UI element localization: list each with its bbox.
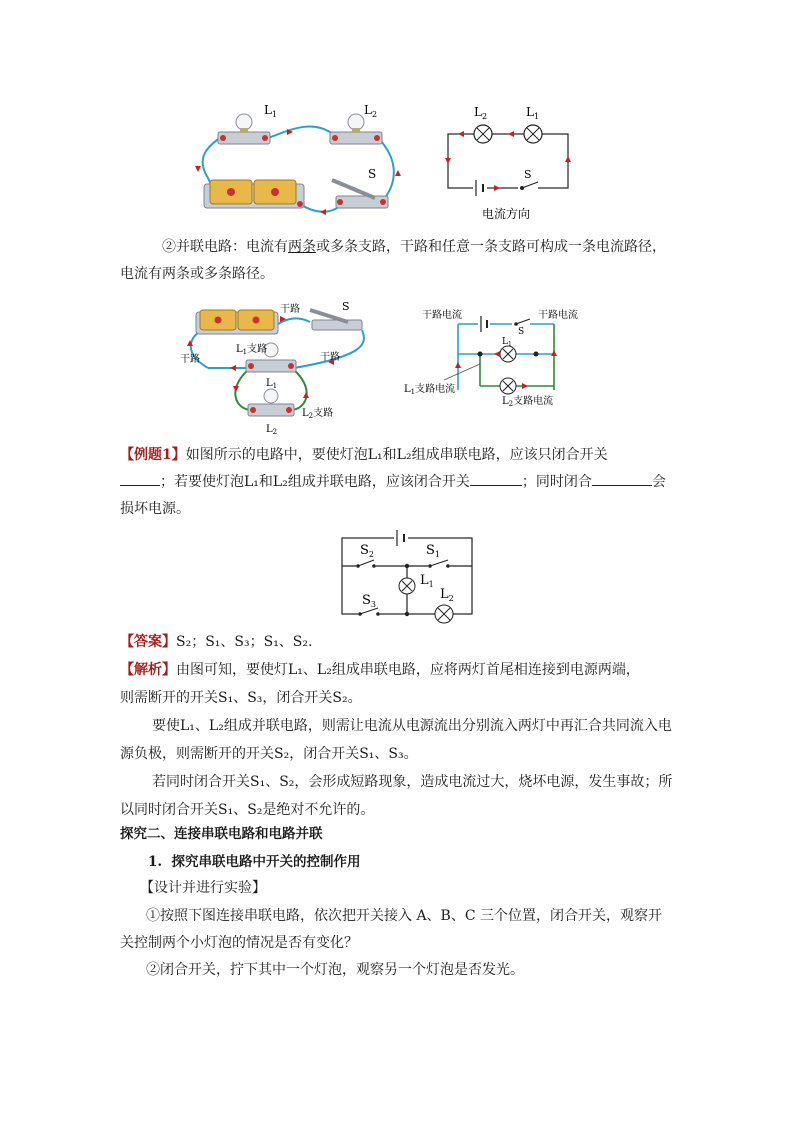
example-circuit-diagram	[334, 528, 479, 628]
svg-text:干路: 干路	[320, 352, 340, 363]
answer-blank-2[interactable]	[470, 469, 522, 486]
svg-text:S2: $S_2$	[360, 543, 374, 559]
circuit-loop	[448, 134, 568, 188]
parallel-circuit-schematic	[404, 300, 594, 418]
svg-text:L2支路电流: $L_2$支路电流	[502, 396, 554, 408]
svg-text:L1: $L_1$	[502, 337, 512, 348]
svg-text:S: S	[524, 168, 532, 181]
answer-tag: 【答案】	[120, 634, 176, 650]
example-line2: ；若要使灯泡L₁和L₂组成并联电路，应该闭合开关 ；同时闭合 会	[120, 468, 666, 496]
section-heading: 探究二、连接串联电路和电路并联	[120, 826, 323, 842]
analysis-line4: 源负极，则需断开的开关S₂，闭合开关S₁、S₃。	[120, 746, 418, 762]
answer-blank-1[interactable]	[120, 469, 160, 486]
figure-caption: 电流方向	[482, 207, 531, 221]
label-l2: L	[364, 103, 372, 117]
bulb-icon	[348, 114, 364, 130]
svg-text:L1: $L_1$	[526, 105, 540, 121]
wire	[300, 204, 340, 212]
switch-base	[312, 320, 362, 330]
paragraph-parallel-line2: 电流有两条或多条路径。	[120, 266, 274, 282]
example-tag: 【例题1】	[120, 447, 186, 463]
analysis-line2: 则需断开的开关S₁、S₃，闭合开关S₂。	[120, 690, 362, 706]
paragraph-parallel-line1: ②并联电路：电流有两条或多条支路，干路和任意一条支路可构成一条电流路径，	[162, 239, 666, 255]
analysis-line1: 【解析】由图可知，要使灯L₁、L₂组成串联电路，应将两灯首尾相连接到电源两端，	[120, 662, 640, 678]
switch-lever	[332, 180, 375, 198]
analysis-line5: 若同时闭合开关S₁、S₂，会形成短路现象，造成电流过大，烧坏电源，发生事故；所	[152, 774, 673, 790]
svg-text:S: S	[342, 300, 350, 313]
svg-text:S: S	[518, 327, 525, 337]
series-circuit-photo	[190, 100, 405, 220]
bulb-icon	[236, 114, 252, 130]
analysis-line3: 要使L₁、L₂组成并联电路，则需让电流从电源流出分别流入两灯中再汇合共同流入电	[152, 718, 672, 734]
svg-text:S1: $S_1$	[426, 543, 440, 559]
design-label: 【设计并进行实验】	[140, 880, 266, 896]
svg-text:L1: $L_1$	[266, 378, 278, 390]
svg-text:干路电流: 干路电流	[422, 310, 462, 321]
label-s: S	[368, 167, 377, 181]
svg-text:L1: $L_1$	[264, 103, 278, 119]
svg-text:干路电流: 干路电流	[538, 310, 578, 321]
current-arrow	[565, 156, 571, 162]
label-l1: L	[264, 103, 272, 117]
wire	[378, 138, 394, 204]
branch-wire	[235, 370, 250, 410]
svg-text:L2: $L_2$	[474, 105, 488, 121]
svg-text:干路: 干路	[180, 354, 200, 365]
step1-line1: ①按照下图连接串联电路，依次把开关接入 A、B、C 三个位置，闭合开关，观察开	[146, 908, 663, 924]
svg-text:S3: $S_3$	[362, 593, 376, 609]
svg-text:L1: $L_1$	[420, 573, 434, 589]
svg-text:L1支路电流: $L_1$支路电流	[404, 384, 456, 396]
example-line1: 【例题1】如图所示的电路中，要使灯泡L₁和L₂组成串联电路，应该只闭合开关	[120, 447, 608, 463]
series-circuit-schematic	[438, 98, 578, 226]
analysis-line6: 以同时闭合开关S₁、S₂是绝对不允许的。	[120, 802, 375, 818]
example-line3: 损坏电源。	[120, 501, 190, 517]
analysis-tag: 【解析】	[120, 662, 176, 678]
parallel-circuit-photo	[178, 298, 373, 438]
bulb-icon	[264, 389, 278, 403]
svg-text:L2支路: $L_2$支路	[302, 408, 334, 420]
svg-text:L2: $L_2$	[364, 103, 378, 119]
answer-line: 【答案】S₂；S₁、S₃；S₁、S₂.	[120, 634, 313, 650]
current-arrow	[195, 166, 201, 172]
step1-line2: 关控制两个小灯泡的情况是否有变化？	[120, 935, 358, 951]
svg-text:干路: 干路	[280, 304, 300, 315]
branch-wire	[292, 370, 307, 410]
svg-text:L1支路: $L_1$支路	[236, 344, 268, 356]
svg-text:L2: $L_2$	[440, 587, 454, 603]
current-arrow	[445, 158, 451, 164]
subsection-title: 1. 探究串联电路中开关的控制作用	[148, 854, 361, 870]
svg-text:L2: $L_2$	[266, 424, 278, 436]
answer-blank-3[interactable]	[592, 469, 652, 486]
current-arrow	[395, 170, 401, 176]
step2-line: ②闭合开关，拧下其中一个灯泡，观察另一个灯泡是否发光。	[146, 962, 524, 978]
current-arrow	[320, 209, 326, 215]
current-arrow	[508, 131, 514, 137]
